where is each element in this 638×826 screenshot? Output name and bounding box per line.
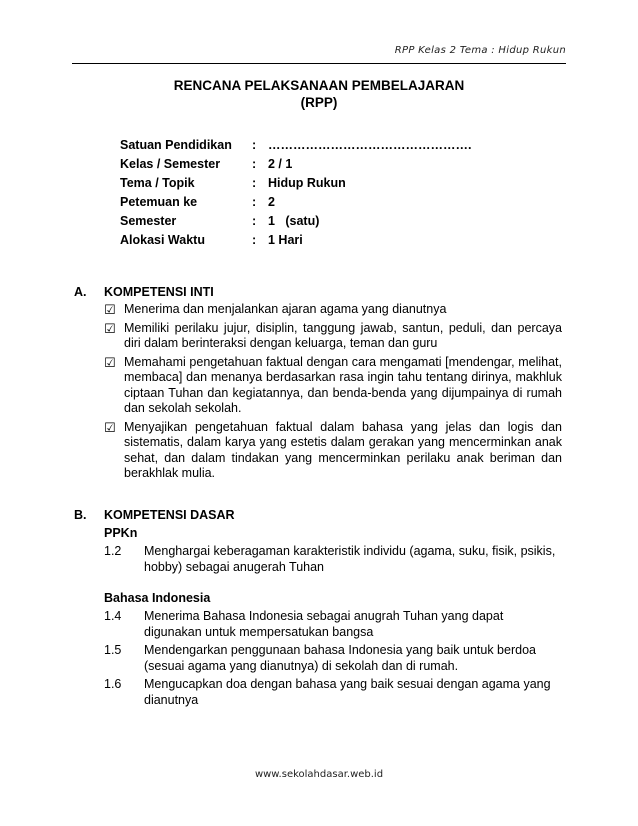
section-a-letter: A. xyxy=(74,285,87,299)
info-label: Kelas / Semester xyxy=(120,157,221,171)
identity-table xyxy=(120,138,471,252)
document-subtitle: (RPP) xyxy=(300,95,338,110)
kd-number: 1.5 xyxy=(104,643,122,657)
info-value: 1 (satu) xyxy=(268,214,320,228)
running-header: RPP Kelas 2 Tema : Hidup Rukun xyxy=(394,45,566,56)
checkbox-checked-icon: ☑ xyxy=(104,419,116,435)
info-row-satuan xyxy=(120,138,471,157)
checkbox-checked-icon: ☑ xyxy=(104,320,116,336)
list-item xyxy=(104,609,564,640)
ki-text: Memahami pengetahuan faktual dengan cara mengamati [mendengar, melihat, membaca] dan menanya berdasarkan rasa ingin tahu tentang dirinya, makhluk ciptaan Tuhan dan kegiatannya, dan benda-benda yang dijumpainya di rumah dan sekolah sekolah. xyxy=(124,354,562,415)
kd-text: Menghargai keberagaman karakteristik individu (agama, suku, fisik, psikis, hobby) sebagai anugerah Tuhan xyxy=(144,544,556,574)
info-separator: : xyxy=(252,157,257,171)
subject-heading-bahasa-indonesia: Bahasa Indonesia xyxy=(104,591,211,605)
info-separator: : xyxy=(252,214,257,228)
info-label: Petemuan ke xyxy=(120,195,198,209)
info-separator: : xyxy=(252,195,257,209)
info-label: Satuan Pendidikan xyxy=(120,138,232,152)
section-b-letter: B. xyxy=(74,508,87,522)
list-item xyxy=(104,355,562,417)
header-divider xyxy=(72,63,566,64)
info-row-alokasi xyxy=(120,233,471,252)
kd-text: Mendengarkan penggunaan bahasa Indonesia yang baik untuk berdoa (sesuai agama yang dianutnya) di sekolah dan di rumah. xyxy=(144,643,536,673)
info-separator: : xyxy=(252,233,257,247)
kd-list-bahasa-indonesia xyxy=(104,609,564,711)
section-a-title: KOMPETENSI INTI xyxy=(104,285,214,299)
info-value: …………………………………………. xyxy=(268,138,472,152)
ki-text: Menyajikan pengetahuan faktual dalam bahasa yang jelas dan logis dan sistematis, dalam karya yang estetis dalam gerakan yang mencerminkan anak sehat, dan dalam tindakan yang mencerminkan perilaku anak beriman dan berakhlak mulia. xyxy=(124,419,562,480)
kd-text: Menerima Bahasa Indonesia sebagai anugrah Tuhan yang dapat digunakan untuk mempersatukan bangsa xyxy=(144,609,504,639)
info-value: 2 / 1 xyxy=(268,157,293,171)
list-item xyxy=(104,420,562,482)
info-label: Alokasi Waktu xyxy=(120,233,205,247)
list-item xyxy=(104,544,564,575)
info-value: 1 Hari xyxy=(268,233,303,247)
ki-text: Memiliki perilaku jujur, disiplin, tanggung jawab, santun, peduli, dan percaya diri dalam berinteraksi dengan keluarga, teman dan guru xyxy=(124,320,562,350)
list-item xyxy=(104,302,562,318)
info-value: 2 xyxy=(268,195,275,209)
info-label: Semester xyxy=(120,214,177,228)
info-row-pertemuan xyxy=(120,195,471,214)
info-row-semester xyxy=(120,214,471,233)
info-label: Tema / Topik xyxy=(120,176,195,190)
info-value: Hidup Rukun xyxy=(268,176,346,190)
kompetensi-inti-list xyxy=(104,302,562,485)
checkbox-checked-icon: ☑ xyxy=(104,354,116,370)
list-item xyxy=(104,677,564,708)
document-title: RENCANA PELAKSANAAN PEMBELAJARAN xyxy=(173,78,465,93)
section-b-title: KOMPETENSI DASAR xyxy=(104,508,235,522)
info-separator: : xyxy=(252,138,257,152)
kd-number: 1.2 xyxy=(104,544,122,558)
ki-text: Menerima dan menjalankan ajaran agama yang dianutnya xyxy=(124,302,447,316)
list-item xyxy=(104,643,564,674)
footer-url: www.sekolahdasar.web.id xyxy=(254,769,384,780)
kd-list-ppkn xyxy=(104,544,564,578)
kd-text: Mengucapkan doa dengan bahasa yang baik sesuai dengan agama yang dianutnya xyxy=(144,677,551,707)
kd-number: 1.4 xyxy=(104,609,122,623)
info-row-kelas xyxy=(120,157,471,176)
info-row-tema xyxy=(120,176,471,195)
kd-number: 1.6 xyxy=(104,677,122,691)
info-separator: : xyxy=(252,176,257,190)
list-item xyxy=(104,321,562,352)
checkbox-checked-icon: ☑ xyxy=(104,302,116,317)
subject-heading-ppkn: PPKn xyxy=(104,526,138,540)
